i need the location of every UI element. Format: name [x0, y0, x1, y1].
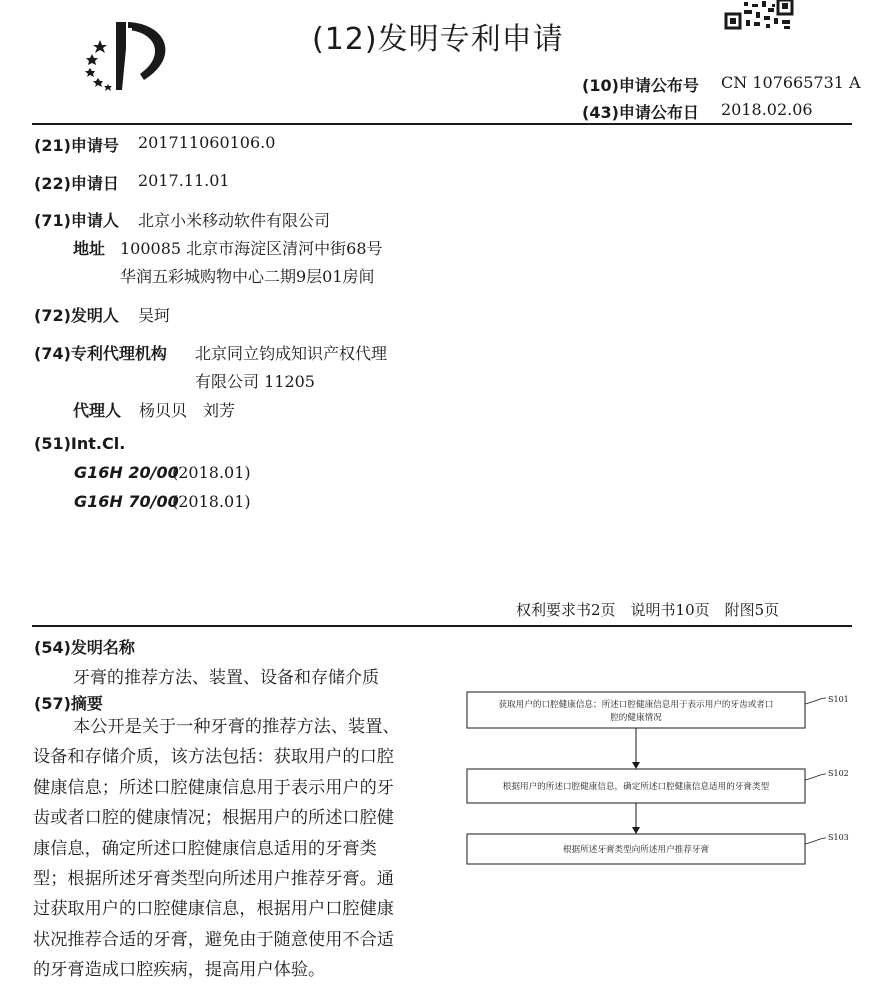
flow-arrow-head	[632, 762, 640, 769]
inventor-label: (72)发明人	[34, 306, 119, 325]
flow-step-id: S101	[828, 695, 849, 704]
abstract-line: 齿或者口腔的健康情况；根据用户的所述口腔健	[33, 808, 394, 829]
pub-number-value: CN 107665731 A	[721, 73, 861, 92]
flow-step-text: 获取用户的口腔健康信息；所述口腔健康信息用于表示用户的牙齿或者口	[498, 700, 774, 710]
abstract-line: 本公开是关于一种牙膏的推荐方法、装置、	[73, 717, 400, 737]
agency-line2: 有限公司 11205	[195, 372, 315, 391]
agency-label: (74)专利代理机构	[34, 344, 167, 363]
flowchart	[458, 688, 858, 878]
address-label: 地址	[73, 239, 106, 258]
abstract-line: 过获取用户的口腔健康信息，根据用户口腔健康	[33, 899, 394, 920]
flow-step-text: 根据所述牙膏类型向所述用户推荐牙膏	[562, 845, 710, 855]
pub-date-value: 2018.02.06	[721, 100, 813, 119]
agent-label: 代理人	[73, 401, 122, 420]
abstract-line: 康信息，确定所述口腔健康信息适用的牙膏类	[33, 838, 377, 859]
abstract-line: 健康信息；所述口腔健康信息用于表示用户的牙	[33, 777, 394, 798]
flow-step-text: 腔的健康情况	[610, 713, 662, 723]
pub-date-label: (43)申请公布日	[582, 103, 699, 122]
applicant-value: 北京小米移动软件有限公司	[138, 211, 331, 230]
agent-value: 杨贝贝 刘芳	[139, 401, 236, 420]
app-no-label: (21)申请号	[34, 136, 119, 155]
ipc-code: G16H 70/00	[74, 492, 179, 511]
cnipa-logo	[82, 18, 188, 94]
ipc-code: G16H 20/00	[74, 463, 179, 482]
flow-step-text: 根据用户的所述口腔健康信息，确定所述口腔健康信息适用的牙膏类型	[502, 782, 770, 792]
app-date-label: (22)申请日	[34, 174, 119, 193]
abstract-line: 设备和存储介质，该方法包括：获取用户的口腔	[33, 747, 394, 768]
app-date-value: 2017.11.01	[138, 171, 230, 190]
header-rule	[32, 123, 852, 125]
pub-number-label: (10)申请公布号	[582, 76, 699, 95]
abstract-text	[33, 712, 425, 986]
flow-label-leader	[805, 774, 826, 780]
flow-label-leader	[805, 838, 826, 844]
applicant-label: (71)申请人	[34, 211, 119, 230]
invention-name-label: (54)发明名称	[34, 638, 135, 657]
ipc-version: (2018.01)	[172, 492, 251, 511]
flow-arrow-head	[632, 827, 640, 834]
intcl-label: (51)Int.Cl.	[34, 434, 126, 453]
abstract-label: (57)摘要	[34, 694, 103, 713]
abstract-line: 型；根据所述牙膏类型向所述用户推荐牙膏。通	[33, 869, 394, 890]
inventor-value: 吴珂	[138, 306, 171, 325]
address-line1: 100085 北京市海淀区清河中街68号	[120, 239, 383, 258]
document-title: (12)发明专利申请	[312, 22, 564, 57]
ipc-version: (2018.01)	[172, 463, 251, 482]
address-line2: 华润五彩城购物中心二期9层01房间	[120, 267, 375, 286]
invention-name: 牙膏的推荐方法、装置、设备和存储介质	[73, 668, 379, 688]
flow-step-id: S102	[828, 769, 849, 778]
agency-line1: 北京同立钧成知识产权代理	[195, 344, 388, 363]
flow-step-id: S103	[828, 833, 849, 842]
flow-label-leader	[805, 698, 826, 704]
qr-code-icon	[724, 0, 794, 30]
section-rule	[32, 625, 852, 627]
page-counts: 权利要求书2页 说明书10页 附图5页	[516, 601, 780, 619]
abstract-line: 的牙膏造成口腔疾病，提高用户体验。	[33, 960, 326, 981]
abstract-line: 状况推荐合适的牙膏，避免由于随意使用不合适	[33, 929, 394, 950]
app-no-value: 201711060106.0	[138, 133, 276, 152]
